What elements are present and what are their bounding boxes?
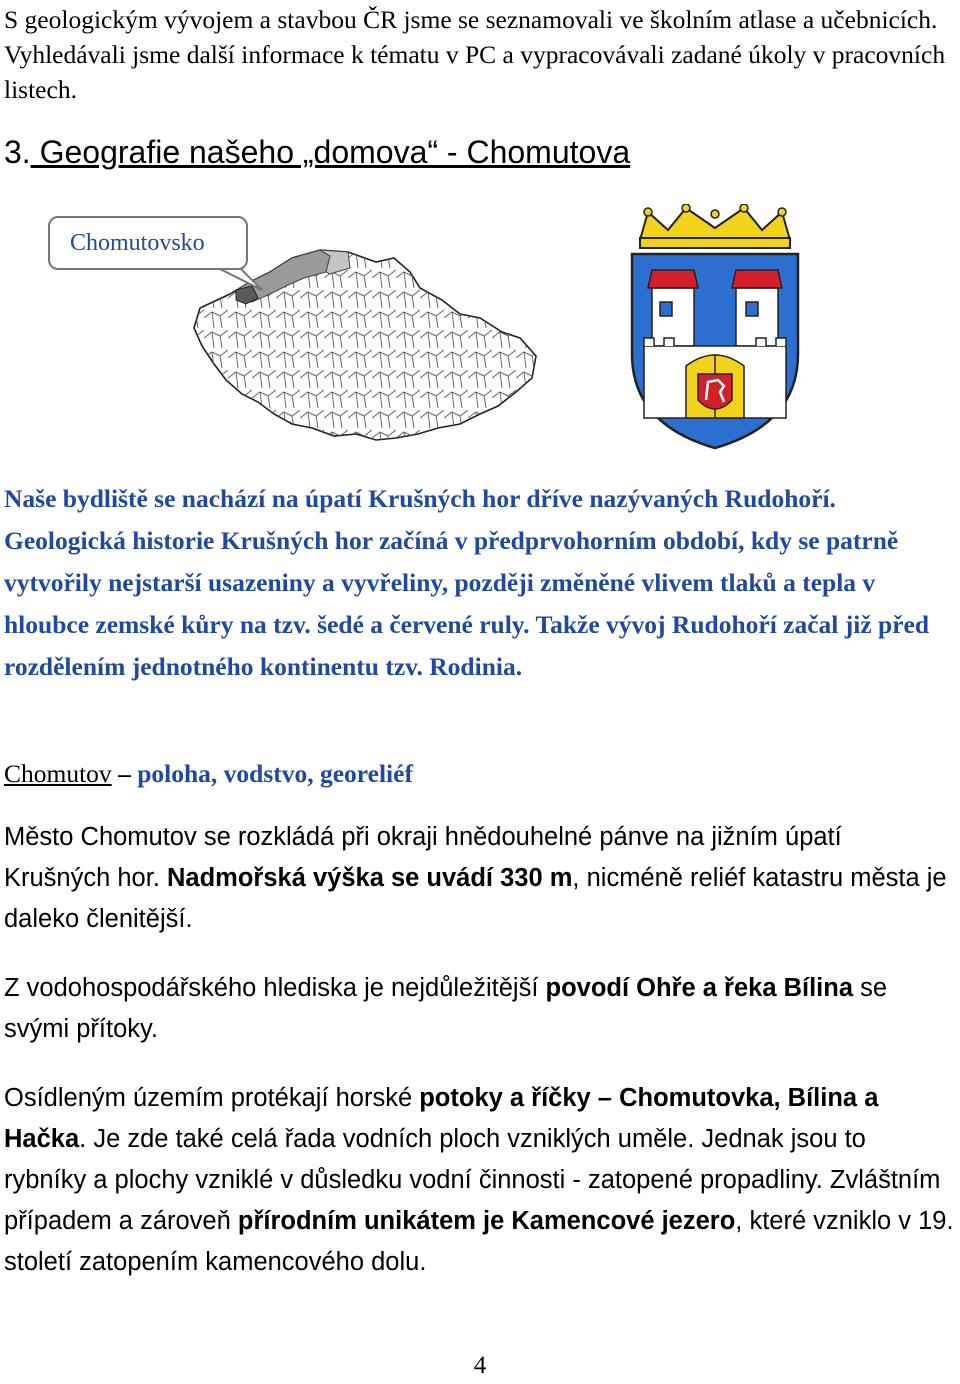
streams-intro: Osídleným územím protékají horské: [4, 1084, 420, 1112]
location-text: Město Chomutov se rozkládá při okraji hnědouhelné pánve na jižním úpatí Krušných hor.: [4, 823, 842, 892]
subheading-topics: poloha, vodstvo, georeliéf: [137, 759, 413, 788]
page-number: 4: [473, 1352, 487, 1379]
relief-text: , nicméně reliéf katastru města je daleko členitější.: [4, 864, 947, 933]
heading-number: 3.: [4, 134, 31, 170]
water-bodies-text: . Je zde také celá řada vodních ploch vzniklých uměle. Jednak jsou to rybníky a plochy vzniklé v důsledku vodní činnosti - zatopené propadliny. Zvláštním případem a zároveň: [4, 1125, 941, 1235]
geology-history: Geologická historie Krušných hor začíná v předprvohorním období, kdy se patrně vytvořily nejstarší usazeniny a vyvřeliny, později změněné vlivem tlaků a tepla v hloubce zemské kůry na tzv. šedé a červené ruly.: [4, 526, 899, 639]
intro-paragraph: S geologickým vývojem a stavbou ČR jsme se seznamovali ve školním atlase a učebnicích. Vyhledávali jsme další informace k tématu v PC a vypracovávali zadané úkoly v pracovních listech.: [4, 5, 946, 104]
lake-origin-text: , které vzniklo v 19. století zatopením kamencového dolu.: [4, 1207, 954, 1276]
subheading-dash: –: [111, 759, 138, 788]
geology-paragraph: [4, 478, 960, 688]
streams-paragraph: [4, 1078, 954, 1283]
geology-intro: Naše bydliště se nachází na úpatí Krušných hor dříve nazývaných Rudohoří.: [4, 484, 836, 513]
river-basin-text: povodí Ohře a řeka Bílina: [545, 974, 854, 1002]
chomutov-subheading: [4, 754, 413, 794]
water-management-paragraph: [4, 968, 954, 1050]
water-text: Z vodohospodářského hlediska je nejdůležitější: [4, 974, 546, 1002]
tributaries-text: se svými přítoky.: [4, 974, 888, 1043]
kamencove-lake-text: přírodním unikátem je Kamencové jezero: [237, 1207, 736, 1235]
location-paragraph: [4, 817, 954, 940]
chomutov-coat-of-arms: [628, 204, 802, 450]
crown-icon: [640, 204, 790, 248]
chomutov-link[interactable]: Chomutov: [4, 759, 112, 788]
section-heading: [4, 132, 630, 172]
geology-rodinia: Takže vývoj Rudohoří začal již před rozdělením jednotného kontinentu tzv. Rodinia.: [4, 610, 930, 681]
map-callout-label: Chomutovsko: [48, 216, 248, 270]
streams-names: potoky a říčky – Chomutovka, Bílina a Hačka: [4, 1084, 879, 1153]
lion-shield-icon: [698, 374, 732, 409]
altitude-text: Nadmořská výška se uvádí 330 m: [167, 864, 573, 892]
heading-title: Geografie našeho „domova“ - Chomutova: [30, 134, 631, 170]
